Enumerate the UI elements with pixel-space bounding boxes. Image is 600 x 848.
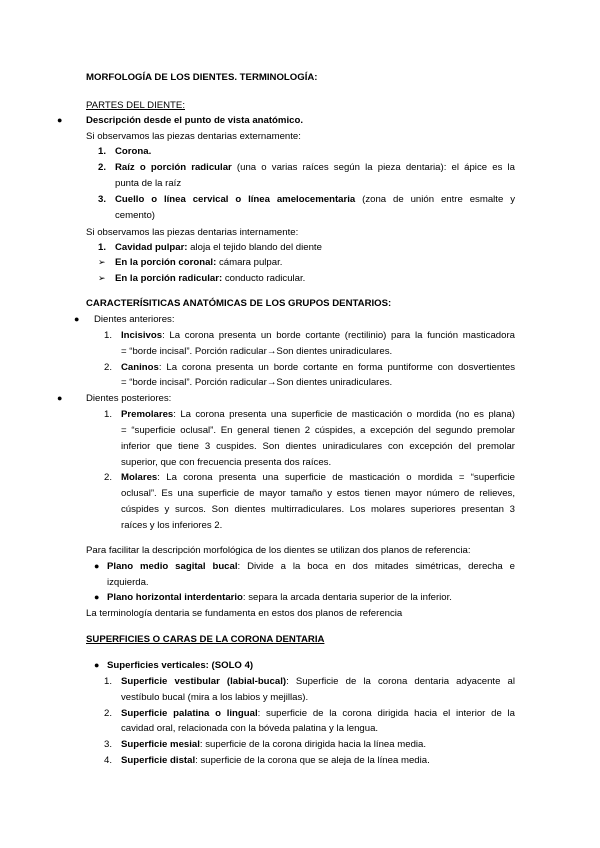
- list-item-molares-cont: cúspides y surcos. Son dientes multirradiculares. Los molares superiores presentan 3: [121, 504, 515, 515]
- list-item-premolares-cont: inferior que tiene 3 cuspides. Son dientes uniradiculares con excepción del premolar: [121, 441, 515, 452]
- list-item-corona: Corona.: [115, 146, 152, 157]
- list-item-incisivos-cont: = “borde incisal”. Porción radicular→Son dientes uniradiculares.: [121, 346, 393, 357]
- list-number: 2.: [104, 362, 113, 373]
- list-number: 1.: [104, 409, 113, 420]
- section-heading-superficies: SUPERFICIES O CARAS DE LA CORONA DENTARIA: [86, 634, 325, 645]
- verticales-label: Superficies verticales: (SOLO 4): [107, 660, 254, 671]
- partes-intro-internal: Si observamos las piezas dentarias internamente:: [86, 227, 299, 238]
- list-number: 2.: [98, 162, 107, 173]
- partes-bullet: Descripción desde el punto de vista anatómico.: [86, 115, 303, 126]
- list-number: 1.: [98, 242, 107, 253]
- posteriores-label: Dientes posteriores:: [86, 393, 172, 404]
- plano-sagital-cont: izquierda.: [107, 577, 149, 588]
- anteriores-label: Dientes anteriores:: [94, 314, 175, 325]
- partes-intro-external: Si observamos las piezas dentarias externamente:: [86, 131, 301, 142]
- list-item-incisivos: Incisivos: La corona presenta un borde cortante (rectilinio) para la función masticadora: [121, 330, 515, 341]
- plano-horizontal: Plano horizontal interdentario: separa la arcada dentaria superior de la inferior.: [107, 592, 452, 603]
- section-heading-partes: PARTES DEL DIENTE:: [86, 100, 185, 111]
- list-item-cavidad: Cavidad pulpar: aloja el tejido blando del diente: [115, 242, 322, 253]
- arrow-marker: ➢: [98, 273, 106, 283]
- list-number: 2.: [104, 472, 113, 483]
- section-heading-caracteristicas: CARACTERÍSITICAS ANATÓMICAS DE LOS GRUPOS DENTARIOS:: [86, 298, 392, 309]
- list-item-raiz: Raíz o porción radicular (una o varias raíces según la pieza dentaria): el ápice es la: [115, 162, 515, 173]
- list-item-premolares: Premolares: La corona presenta una superficie de masticación o mordida (no es plana): [121, 409, 515, 420]
- list-item-vestibular: Superficie vestibular (labial-bucal): Superficie de la corona dentaria adyacente al: [121, 676, 515, 687]
- arrow-item-coronal: En la porción coronal: cámara pulpar.: [115, 257, 283, 268]
- bullet-marker: ●: [94, 592, 100, 602]
- list-item-molares-cont: raíces y los inferiores 2.: [121, 520, 223, 531]
- list-item-premolares-cont: = “superficie oclusal”. En general tienen 2 cúspides, a excepción del segundo premolar: [121, 425, 515, 436]
- list-number: 3.: [104, 739, 113, 750]
- planos-outro: La terminología dentaria se fundamenta en estos dos planos de referencia: [86, 608, 403, 619]
- planos-intro: Para facilitar la descripción morfológica de los dientes se utilizan dos planos de referencia:: [86, 545, 471, 556]
- list-item-distal: Superficie distal: superficie de la corona que se aleja de la línea media.: [121, 755, 430, 766]
- list-item-molares: Molares: La corona presenta una superficie de masticación o mordida = “superficie: [121, 472, 515, 483]
- bullet-marker: ●: [94, 561, 100, 571]
- bullet-marker: ●: [74, 314, 80, 324]
- plano-sagital: Plano medio sagital bucal: Divide a la boca en dos mitades simétricas, derecha e: [107, 561, 515, 572]
- arrow-marker: ➢: [98, 257, 106, 267]
- list-item-mesial: Superficie mesial: superficie de la corona dirigida hacia la línea media.: [121, 739, 427, 750]
- list-number: 2.: [104, 708, 113, 719]
- bullet-marker: ●: [57, 115, 63, 125]
- document-title: MORFOLOGÍA DE LOS DIENTES. TERMINOLOGÍA:: [86, 72, 318, 83]
- list-item-palatina: Superficie palatina o lingual: superficie de la corona dirigida hacia el interior de la: [121, 708, 515, 719]
- list-item-caninos-cont: = “borde incisal”. Porción radicular→Son dientes uniradiculares.: [121, 377, 393, 388]
- list-number: 1.: [104, 330, 113, 341]
- list-number: 1.: [104, 676, 113, 687]
- list-item-palatina-cont: cavidad oral, relacionada con la bóveda palatina y la lengua.: [121, 723, 379, 734]
- list-number: 1.: [98, 146, 107, 157]
- list-item-vestibular-cont: vestíbulo bucal (mira a los labios y mejillas).: [121, 692, 309, 703]
- list-item-molares-cont: oclusal”. Es una superficie de mayor tamaño y estos tienen mayor número de relieves,: [121, 488, 515, 499]
- list-item-cuello-cont: cemento): [115, 210, 155, 221]
- list-number: 4.: [104, 755, 113, 766]
- list-item-cuello: Cuello o línea cervical o línea amelocementaria (zona de unión entre esmalte y: [115, 194, 515, 205]
- list-number: 3.: [98, 194, 107, 205]
- bullet-marker: ●: [94, 660, 100, 670]
- arrow-item-radicular: En la porción radicular: conducto radicular.: [115, 273, 306, 284]
- list-item-raiz-cont: punta de la raíz: [115, 178, 182, 189]
- list-item-premolares-cont: superior, que con frecuencia presenta dos raíces.: [121, 457, 332, 468]
- list-item-caninos: Caninos: La corona presenta un borde cortante en forma puntiforme con dosvertientes: [121, 362, 515, 373]
- bullet-marker: ●: [57, 393, 63, 403]
